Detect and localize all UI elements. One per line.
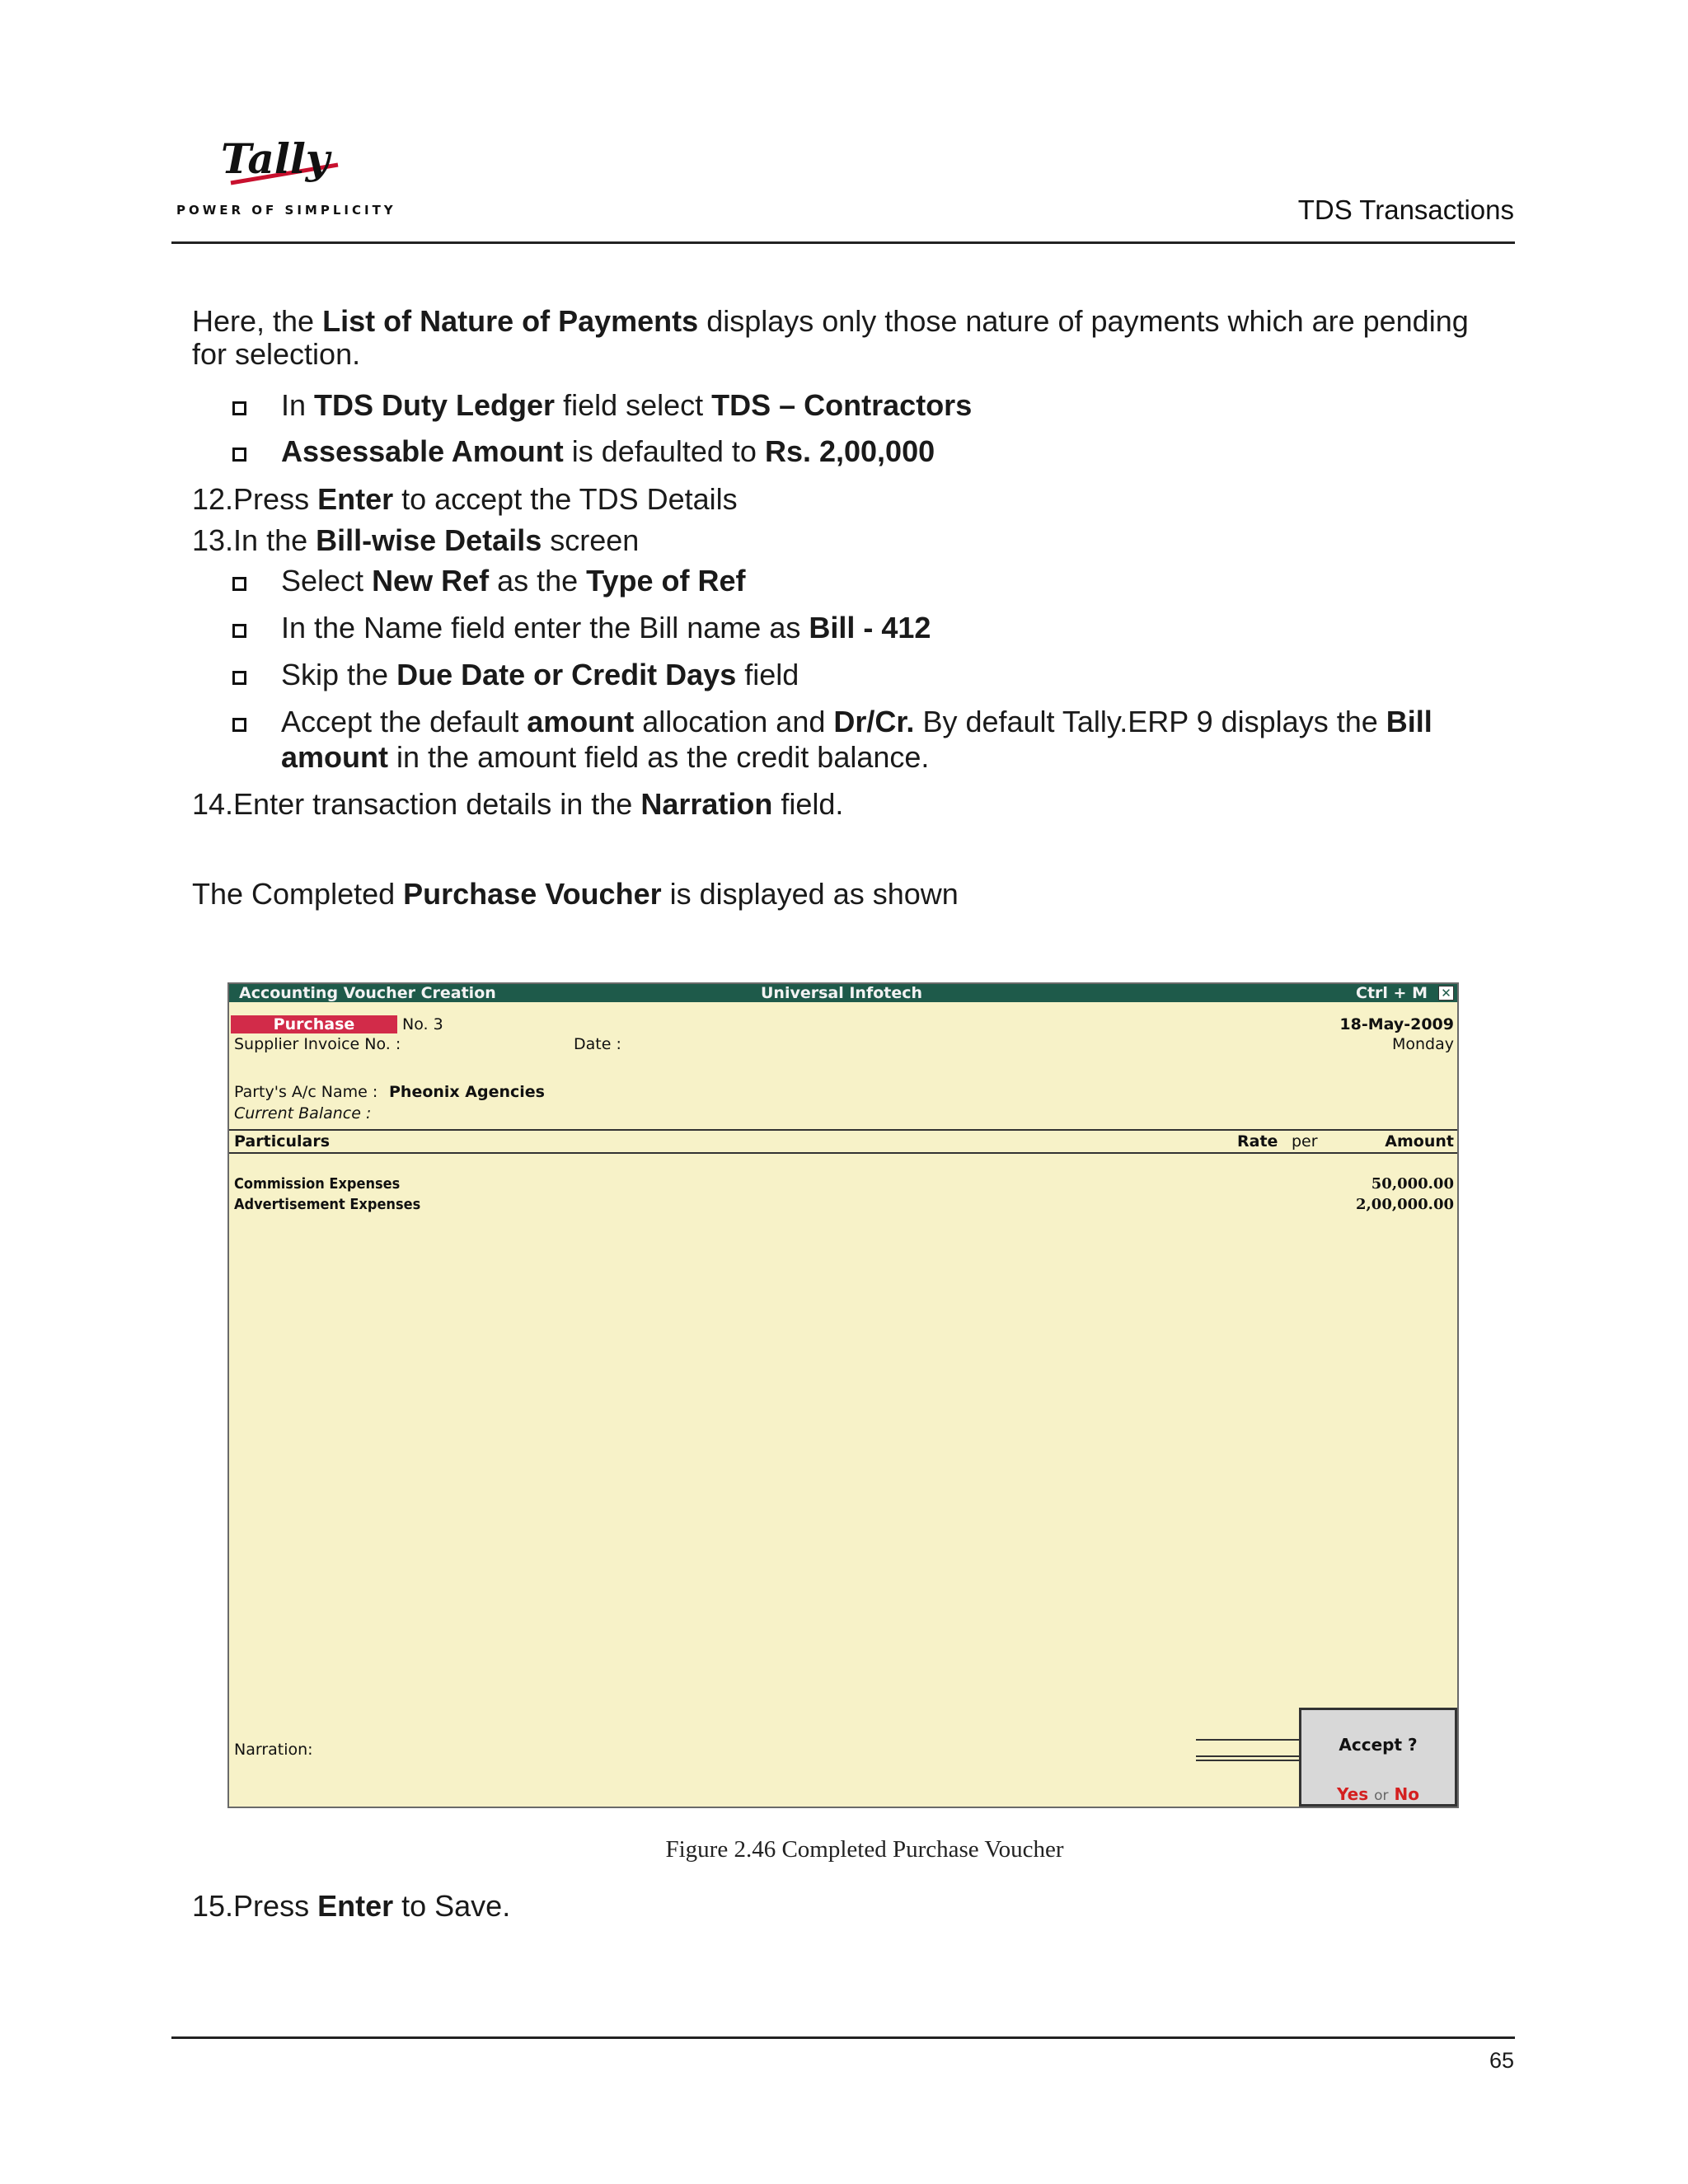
date-label: Date : bbox=[574, 1035, 621, 1053]
text-bold: Bill-wise Details bbox=[316, 523, 542, 557]
text-run: is defaulted to bbox=[563, 434, 765, 468]
text-bold: amount bbox=[281, 740, 388, 774]
ledger-amount[interactable]: 50,000.00 bbox=[1371, 1175, 1454, 1193]
bullet-icon bbox=[232, 624, 246, 638]
col-rate: Rate bbox=[1237, 1132, 1278, 1151]
voucher-day: Monday bbox=[1391, 1035, 1454, 1053]
text-bold: TDS – Contractors bbox=[711, 388, 973, 422]
bullet-icon bbox=[232, 671, 246, 685]
logo-wordmark: Tally bbox=[221, 134, 330, 183]
total-line bbox=[1196, 1760, 1301, 1761]
text-bold: Enter bbox=[317, 1889, 394, 1923]
no-button[interactable]: No bbox=[1394, 1784, 1419, 1804]
header-divider bbox=[229, 1129, 1457, 1131]
close-icon[interactable]: ✕ bbox=[1438, 986, 1454, 1001]
text-run: in the amount field as the credit balance. bbox=[388, 740, 930, 774]
voucher-type-label[interactable]: Purchase bbox=[231, 1015, 397, 1033]
title-bar bbox=[229, 984, 1457, 1002]
step-number: 15. bbox=[192, 1889, 234, 1923]
list-item bbox=[281, 563, 746, 598]
text-run: screen bbox=[542, 523, 640, 557]
col-per: per bbox=[1292, 1132, 1318, 1151]
narration-label: Narration: bbox=[234, 1741, 313, 1759]
step-number: 12. bbox=[192, 482, 234, 516]
text-bold: Assessable Amount bbox=[281, 434, 564, 468]
text-run: field bbox=[736, 658, 799, 691]
step-14 bbox=[192, 787, 843, 822]
completed-voucher-text bbox=[192, 878, 959, 911]
tally-logo bbox=[173, 132, 396, 223]
tally-logo-icon bbox=[214, 132, 346, 198]
text-bold: Bill bbox=[1386, 705, 1432, 738]
text-bold: New Ref bbox=[372, 564, 490, 598]
step-15 bbox=[192, 1889, 510, 1924]
step-13 bbox=[192, 523, 639, 558]
or-text: or bbox=[1374, 1788, 1389, 1804]
ledger-amount[interactable]: 2,00,000.00 bbox=[1356, 1196, 1454, 1213]
text-run: as the bbox=[489, 564, 587, 598]
text-bold: Narration bbox=[640, 787, 773, 821]
accept-options bbox=[1301, 1784, 1455, 1804]
party-label: Party's A/c Name : bbox=[234, 1083, 378, 1101]
list-item bbox=[281, 704, 1432, 739]
accept-dialog bbox=[1299, 1708, 1457, 1807]
text-bold: Bill - 412 bbox=[809, 611, 931, 644]
text-run: Skip the bbox=[281, 658, 397, 691]
current-balance-label: Current Balance : bbox=[234, 1104, 372, 1122]
text-run: displays only those nature of payments which are pending bbox=[698, 304, 1469, 338]
screen-title: Accounting Voucher Creation bbox=[239, 984, 496, 1002]
voucher-date[interactable]: 18-May-2009 bbox=[1339, 1015, 1454, 1033]
text-bold: Dr/Cr. bbox=[833, 705, 915, 738]
section-title: TDS Transactions bbox=[1297, 194, 1514, 225]
list-item bbox=[281, 387, 972, 423]
text-run: is displayed as shown bbox=[661, 877, 959, 911]
text-run: allocation and bbox=[634, 705, 834, 738]
total-line bbox=[1196, 1739, 1301, 1741]
figure-caption: Figure 2.46 Completed Purchase Voucher bbox=[665, 1836, 1064, 1863]
text-run: Here, the bbox=[192, 304, 323, 338]
text-bold: TDS Duty Ledger bbox=[314, 388, 556, 422]
text-run: Accept the default bbox=[281, 705, 528, 738]
ledger-row[interactable]: Advertisement Expenses bbox=[234, 1196, 421, 1213]
text-run: Enter transaction details in the bbox=[233, 787, 641, 821]
text-bold: Enter bbox=[317, 482, 394, 516]
text-bold: amount bbox=[527, 705, 635, 738]
page-number: 65 bbox=[1489, 2048, 1514, 2073]
text-run: The Completed bbox=[192, 877, 404, 911]
step-number: 13. bbox=[192, 523, 234, 557]
total-line bbox=[1196, 1755, 1301, 1757]
step-number: 14. bbox=[192, 787, 234, 821]
column-divider bbox=[229, 1152, 1457, 1154]
text-run: Select bbox=[281, 564, 373, 598]
text-run: Press bbox=[233, 1889, 318, 1923]
shortcut-ctrl-m[interactable]: Ctrl + M bbox=[1356, 984, 1428, 1002]
text-bold: Type of Ref bbox=[586, 564, 746, 598]
company-name: Universal Infotech bbox=[761, 984, 923, 1002]
step-12 bbox=[192, 482, 738, 517]
bullet-icon bbox=[232, 577, 246, 591]
text-run: By default Tally.ERP 9 displays the bbox=[914, 705, 1386, 738]
col-amount: Amount bbox=[1385, 1132, 1454, 1151]
text-run: to accept the TDS Details bbox=[393, 482, 738, 516]
col-particulars: Particulars bbox=[234, 1132, 331, 1151]
ledger-row[interactable]: Commission Expenses bbox=[234, 1175, 401, 1193]
bullet-icon bbox=[232, 718, 246, 732]
list-item bbox=[281, 657, 799, 692]
voucher-screenshot bbox=[227, 982, 1459, 1808]
text-run: In bbox=[281, 388, 315, 422]
voucher-number: No. 3 bbox=[402, 1015, 443, 1033]
yes-button[interactable]: Yes bbox=[1337, 1784, 1369, 1804]
party-name-field[interactable]: Pheonix Agencies bbox=[389, 1083, 545, 1101]
list-item-continuation bbox=[281, 739, 929, 775]
text-run: field. bbox=[772, 787, 844, 821]
header-rule bbox=[171, 241, 1515, 244]
intro-line-2: for selection. bbox=[192, 337, 361, 371]
text-run: Press bbox=[233, 482, 318, 516]
text-run: In the Name field enter the Bill name as bbox=[281, 611, 809, 644]
text-bold: Rs. 2,00,000 bbox=[764, 434, 935, 468]
text-bold: List of Nature of Payments bbox=[322, 304, 699, 338]
text-run: to Save. bbox=[393, 1889, 511, 1923]
accept-question: Accept ? bbox=[1339, 1735, 1418, 1755]
logo-tagline: POWER OF SIMPLICITY bbox=[176, 203, 396, 218]
bullet-icon bbox=[232, 401, 246, 415]
text-run: field select bbox=[555, 388, 712, 422]
intro-line-1 bbox=[192, 305, 1469, 338]
text-run: In the bbox=[233, 523, 316, 557]
text-bold: Due Date or Credit Days bbox=[396, 658, 737, 691]
list-item bbox=[281, 610, 931, 645]
bullet-icon bbox=[232, 448, 246, 462]
footer-rule bbox=[171, 2036, 1515, 2039]
list-item bbox=[281, 434, 935, 469]
supplier-invoice-label: Supplier Invoice No. : bbox=[234, 1035, 401, 1053]
text-bold: Purchase Voucher bbox=[403, 877, 662, 911]
